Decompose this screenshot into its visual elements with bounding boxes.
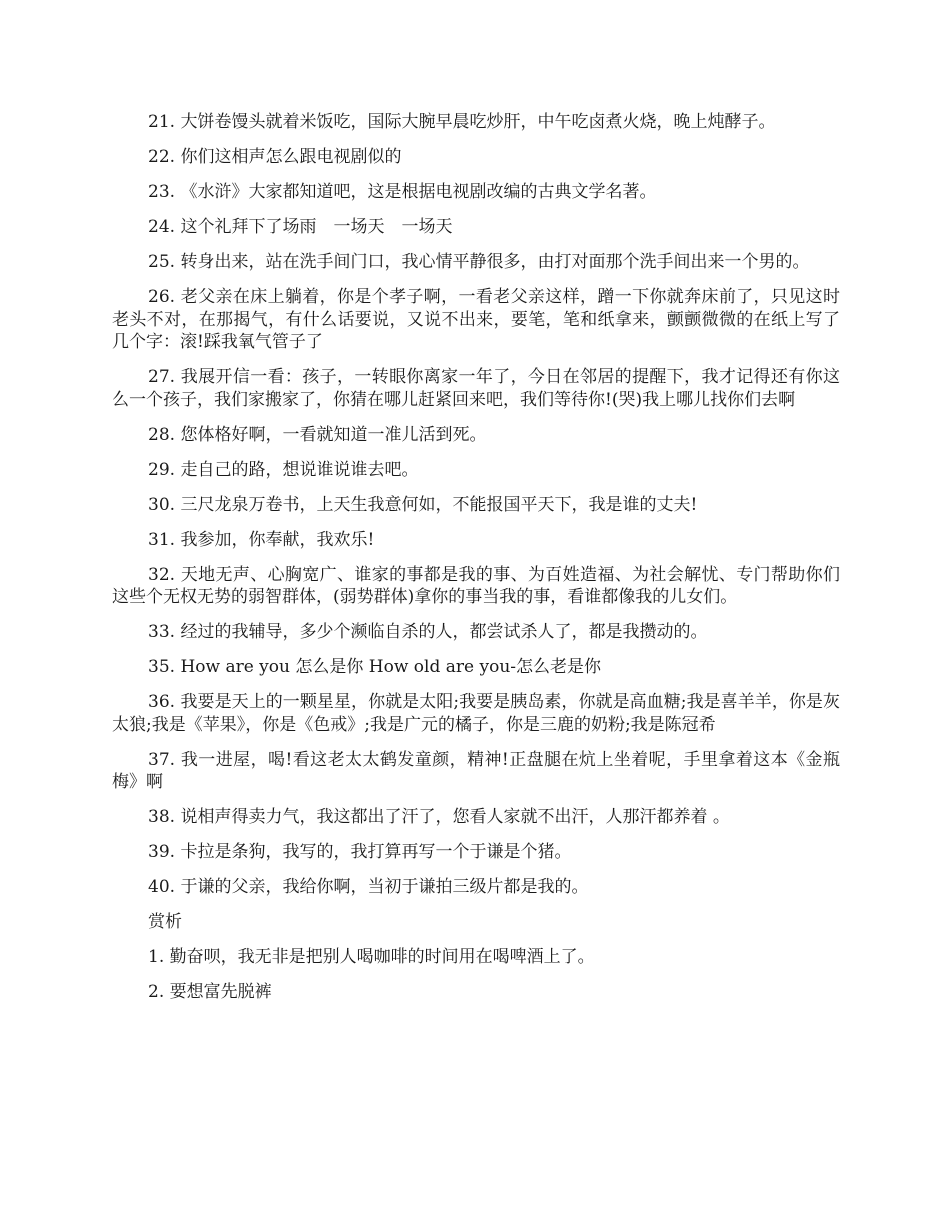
paragraph-36: 36. 我要是天上的一颗星星，你就是太阳;我要是胰岛素，你就是高血糖;我是喜羊羊，你是灰太狼;我是《苹果》，你是《色戒》;我是广元的橘子，你是三鹿的奶粉;我是陈冠希 — [112, 692, 840, 735]
paragraph-24: 24. 这个礼拜下了场雨 一场天 一场天 — [148, 217, 453, 237]
paragraph-39: 39. 卡拉是条狗，我写的，我打算再写一个于谦是个猪。 — [148, 842, 572, 862]
paragraph-23: 23. 《水浒》大家都知道吧，这是根据电视剧改编的古典文学名著。 — [148, 182, 657, 202]
paragraph-40: 40. 于谦的父亲，我给你啊，当初于谦拍三级片都是我的。 — [148, 877, 589, 897]
paragraph-28: 28. 您体格好啊，一看就知道一准儿活到死。 — [148, 424, 487, 445]
paragraph-22: 22. 你们这相声怎么跟电视剧似的 — [148, 147, 402, 167]
paragraph-30: 30. 三尺龙泉万卷书，上天生我意何如，不能报国平天下，我是谁的丈夫! — [148, 494, 698, 515]
paragraph-37: 37. 我一进屋，喝!看这老太太鹤发童颜，精神!正盘腿在炕上坐着呢，手里拿着这本《金瓶梅》啊 — [112, 749, 840, 792]
paragraph-33: 33. 经过的我辅导，多少个濒临自杀的人，都尝试杀人了，都是我攒动的。 — [148, 622, 708, 642]
paragraph-27: 27. 我展开信一看：孩子，一转眼你离家一年了，今日在邻居的提醒下，我才记得还有你这么一个孩子，我们家搬家了，你猜在哪儿赶紧回来吧，我们等待你!(哭)我上哪儿找你们去啊 — [112, 367, 840, 410]
paragraph-38: 38. 说相声得卖力气，我这都出了汗了，您看人家就不出汗，人那汗都养着 。 — [148, 807, 730, 827]
appreciation-item-2: 2. 要想富先脱裤 — [148, 982, 272, 1002]
paragraph-29: 29. 走自己的路，想说谁说谁去吧。 — [148, 459, 419, 480]
paragraph-31: 31. 我参加，你奉献，我欢乐! — [148, 529, 375, 550]
paragraph-25: 25. 转身出来，站在洗手间门口，我心情平静很多，由打对面那个洗手间出来一个男的。 — [148, 252, 810, 272]
paragraph-32: 32. 天地无声、心胸宽广、谁家的事都是我的事、为百姓造福、为社会解忧、专门帮助你们这些个无权无势的弱智群体，(弱势群体)拿你的事当我的事，看谁都像我的儿女们。 — [112, 564, 840, 607]
paragraph-26: 26. 老父亲在床上躺着，你是个孝子啊，一看老父亲这样，蹭一下你就奔床前了，只见这时老头不对，在那揭气，有什么话要说，又说不出来，要笔，笔和纸拿来，颤颤微微的在纸上写了几个字：滚!踩我氧气管子了 — [112, 287, 840, 352]
section-heading-shangxi: 赏析 — [148, 912, 182, 932]
appreciation-item-1: 1. 勤奋呗，我无非是把别人喝咖啡的时间用在喝啤酒上了。 — [148, 947, 595, 967]
document-body — [112, 111, 840, 1016]
paragraph-35: 35. How are you 怎么是你 How old are you-怎么老是你 — [148, 657, 602, 677]
paragraph-21: 21. 大饼卷馒头就着米饭吃，国际大腕早晨吃炒肝，中午吃卤煮火烧，晚上炖酵子。 — [148, 112, 776, 132]
